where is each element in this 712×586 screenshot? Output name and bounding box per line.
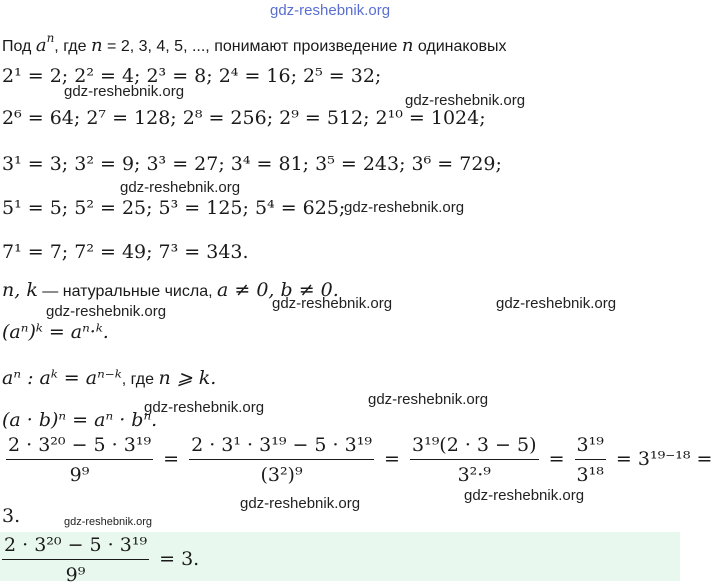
fraction-1-den: 9⁹	[69, 464, 90, 486]
calculation-tail: = 3¹⁹⁻¹⁸ =	[615, 448, 712, 470]
powers-of-three: 3¹ = 3; 3² = 9; 3³ = 27; 3⁴ = 81; 3⁵ = 243; 3⁶ = 729;	[2, 153, 502, 175]
watermark-7[interactable]: gdz-reshebnik.org	[46, 303, 167, 320]
rule-division-condition: n ⩾ k.	[158, 367, 217, 389]
fraction-1	[6, 434, 153, 486]
final-result: = 3.	[159, 548, 200, 570]
fraction-1-num: 2 · 3²⁰ − 5 · 3¹⁹	[6, 434, 153, 460]
powers-of-seven: 7¹ = 7; 7² = 49; 7³ = 343.	[2, 241, 249, 263]
fraction-3-num: 3¹⁹(2 · 3 − 5)	[410, 434, 539, 460]
fraction-2-num: 2 · 3¹ · 3¹⁹ − 5 · 3¹⁹	[189, 434, 374, 460]
fraction-4	[575, 434, 606, 486]
watermark-3[interactable]: gdz-reshebnik.org	[120, 179, 241, 196]
equals-3: =	[548, 448, 565, 470]
final-answer	[2, 534, 199, 586]
calculation-line	[2, 434, 712, 486]
intro-line	[2, 31, 507, 59]
watermark-5[interactable]: gdz-reshebnik.org	[272, 295, 393, 312]
intro-text-1: Под	[2, 38, 36, 55]
final-fraction-num: 2 · 3²⁰ − 5 · 3¹⁹	[2, 534, 149, 560]
watermark-8[interactable]: gdz-reshebnik.org	[368, 391, 489, 408]
natural-condition: a ≠ 0, b ≠ 0.	[217, 279, 339, 301]
powers-of-two-a: 2¹ = 2; 2² = 4; 2³ = 8; 2⁴ = 16; 2⁵ = 32;	[2, 65, 382, 87]
final-fraction	[2, 534, 149, 586]
rule-division-formula: aⁿ : aᵏ = aⁿ⁻ᵏ	[2, 367, 122, 389]
fraction-4-num: 3¹⁹	[575, 434, 606, 460]
powers-of-two-b: 2⁶ = 64; 2⁷ = 128; 2⁸ = 256; 2⁹ = 512; 2¹⁰ = 1024;	[2, 107, 486, 129]
fraction-3-den: 3²·⁹	[457, 464, 491, 486]
natural-text: — натуральные числа,	[37, 283, 217, 300]
intro-n-2: n	[401, 35, 414, 56]
equals-1: =	[163, 448, 180, 470]
intro-text-3: = 2, 3, 4, 5, ..., понимают произведение	[102, 38, 402, 55]
intro-a-n: $a^n$	[35, 31, 55, 56]
fraction-3	[410, 434, 539, 486]
fraction-2	[189, 434, 374, 486]
watermark-12[interactable]: gdz-reshebnik.org	[64, 516, 153, 528]
final-fraction-den: 9⁹	[65, 564, 86, 586]
rule-product-power: (a · b)ⁿ = aⁿ · bⁿ.	[2, 409, 158, 431]
watermark-4[interactable]: gdz-reshebnik.org	[344, 199, 465, 216]
watermark-1[interactable]: gdz-reshebnik.org	[64, 83, 185, 100]
rule-division	[2, 366, 216, 392]
fraction-2-den: (3²)⁹	[260, 464, 303, 486]
watermark-10[interactable]: gdz-reshebnik.org	[464, 487, 585, 504]
intro-text-4: одинаковых	[413, 38, 507, 55]
rule-division-where: , где	[121, 371, 159, 388]
intro-n: n	[90, 35, 103, 56]
fraction-4-den: 3¹⁸	[576, 464, 604, 486]
intro-text-2: , где	[54, 38, 91, 55]
watermark-11[interactable]: gdz-reshebnik.org	[240, 495, 361, 512]
watermark-top[interactable]: gdz-reshebnik.org	[270, 2, 391, 19]
watermark-6[interactable]: gdz-reshebnik.org	[496, 295, 617, 312]
calculation-continuation: 3.	[2, 505, 21, 527]
watermark-9[interactable]: gdz-reshebnik.org	[144, 399, 265, 416]
natural-vars: n, k	[2, 279, 38, 301]
equals-2: =	[384, 448, 400, 470]
rule-power-of-power: (aⁿ)ᵏ = aⁿ·ᵏ.	[2, 321, 109, 343]
powers-of-five: 5¹ = 5; 5² = 25; 5³ = 125; 5⁴ = 625;	[2, 197, 346, 219]
watermark-2[interactable]: gdz-reshebnik.org	[405, 92, 526, 109]
